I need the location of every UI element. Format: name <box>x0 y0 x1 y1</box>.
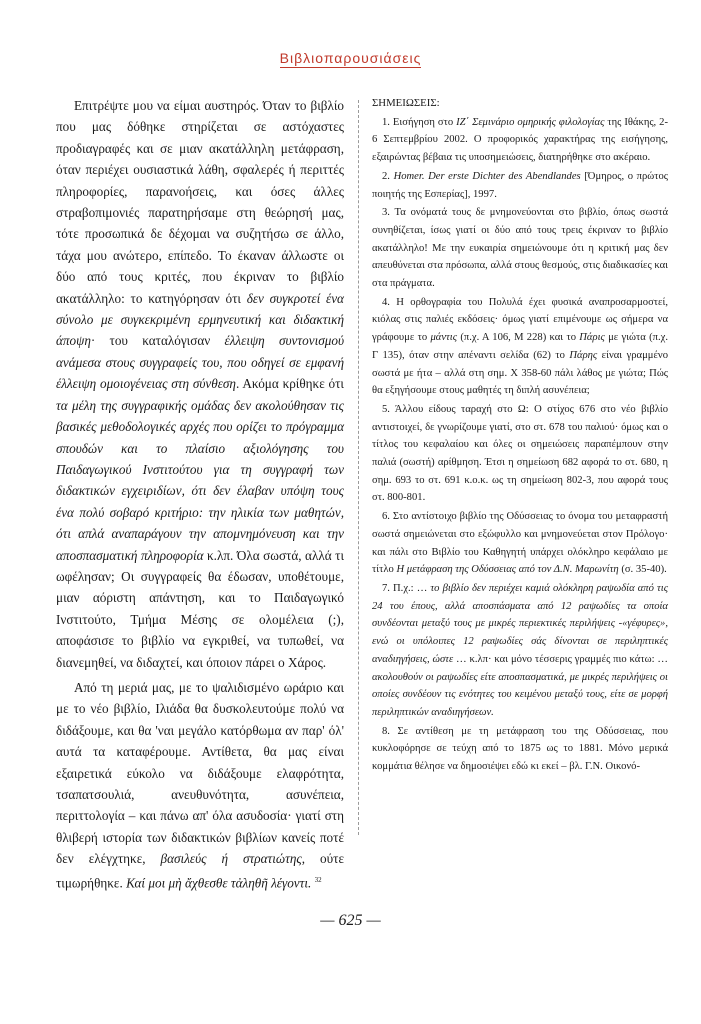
note-4 <box>372 294 668 400</box>
text-run: (σ. 35-40). <box>618 564 667 576</box>
notes-column <box>372 95 668 776</box>
title-run: ΙΖ΄ Σεμινάριο ομηρικής φιλολογίας <box>456 116 605 128</box>
note-8: 8. Σε αντίθεση με τη μετάφραση του της Οδύσσειας, που κυκλοφόρησε σε τεύχη από το 1875 ως το 1881. Μόνο μερικά κομμάτια θέλησε να δημοσιέψει εδώ κι εκεί – βλ. Γ.Ν. Οικονό- <box>372 725 668 773</box>
word-run: Πάρις <box>579 332 605 344</box>
quote-run: δεν συγκροτεί ένα σύνολο με συγκεκριμένη ερμηνευτική και διδακτική άποψη <box>56 290 344 349</box>
note-3: 3. Τα ονόματά τους δε μνημονεύονται στο βιβλίο, όπως σωστά συνηθίζεται, ίσως γιατί οι δύο από τους τρεις έκριναν το βιβλίο ακατάλληλο! Με την ευκαιρία σημειώνουμε ότι η κριτική μας δεν απευθύνεται στα πρόσωπα, αλλά στους θεσμούς, στις διαδικασίες και στα πράγματα. <box>372 207 668 290</box>
running-header <box>0 50 701 66</box>
text-run: , ούτε τιμωρήθηκε. <box>56 851 344 891</box>
text-run: . Ακόμα κρίθηκε ότι <box>235 376 344 392</box>
text-run: Επιτρέψτε μου να είμαι αυστηρός. Όταν το βιβλίο που μας δόθηκε στηρίζεται σε αστόχαστες προδιαγραφές και σε μιαν ακατάλληλη μετάφραση, όταν περιέχει ουσιαστικά λάθη, σφαλερές ή περιττές πληροφορίες, παρανοήσεις, και όσες άλλες στραβοπιμονιές παρατηρήσαμε στη θεώρησή μας, τότε προσωπικά δε δέχομαι να συζητήσω σε άλλο, τάχα μου ανώτερο, επίπεδο. Το έκαναν άλλωστε οι δύο από τους κριτές, που έκριναν το βιβλίο ακατάλληλο: το κατηγόρησαν ότι <box>56 98 344 306</box>
text-run: · του καταλόγισαν <box>90 333 225 349</box>
note-7 <box>372 580 668 722</box>
note-2 <box>372 168 668 203</box>
text-run: 2. <box>382 170 394 182</box>
text-run: κ.λπ. Όλα σωστά, αλλά τι ωφέλησαν; Οι συγγραφείς θα έδωσαν, υποθέτουμε, μιαν αόριστη απάντηση, και το Παιδαγωγικό Ινστιτούτο, Τμήμα Μέσης σε ολομέλεια (;), αποφάσισε το βιβλίο να εγκριθεί, να τυπωθεί, να διανεμηθεί, να διδαχτεί, και όποιον πάρει ο Χάρος. <box>56 547 344 670</box>
body-paragraph-1 <box>56 95 344 673</box>
text-run: [Όμηρος, ο πρώτος ποιητής της Εσπερίας], 1997. <box>372 170 668 200</box>
section-title: Βιβλιοπαρουσιάσεις <box>279 50 422 66</box>
text-run: 7. Π.χ.: … <box>382 582 431 594</box>
quote-run: τα μέλη της συγγραφικής ομάδας δεν ακολούθησαν τις βασικές μεθοδολογικές αρχές που ορίζει το πρόγραμμα σπουδών και το πλαίσιο αξιολόγησης του Παιδαγωγικού Ινστιτούτου για τη συγγραφή των διδακτικών εγχειριδίων, ότι δεν έλαβαν υπόψη τους ένα πολύ σοβαρό κριτήριο: την ηλικία των μαθητών, ότι απλά αναπαράγουν την απομνημόνευση και την αποσπασματική πληροφορία <box>56 397 344 563</box>
text-run: της Ιθάκης, 2-6 Σεπτεμβρίου 2002. Ο προφορικός χαρακτήρας της εισήγησης, εξαιρώντας βέβαια τις υποσημειώσεις, διατηρήθηκε στο ακέραιο. <box>372 116 668 164</box>
text-run: (π.χ. Α 106, Μ 228) και το <box>457 332 580 344</box>
text-run: 1. Εισήγηση στο <box>382 116 457 128</box>
ancient-greek-quote: Καί μοι μὴ ἄχθεσθε τἀληθῆ λέγοντι. <box>126 875 312 891</box>
text-run: Από τη μεριά μας, με το ψαλιδισμένο ωράριο και με το νέο βιβλίο, Ιλιάδα θα δυσκολευτούμε πολύ να διδάξουμε, και θα 'ναι μεγάλο κατόρθωμα αν παρ' όλ' αυτά τα καταφέρουμε. Αντίθετα, θα μας είναι εξαιρετικά εύκολο να διδάξουμε ελαφρότητα, τσαπατσουλιά, ανευθυνότητα, ασυνέπεια, περιττολογία – και πάνω απ' όλα ασυδοσία· γιατί στη θλιβερή ιστορία των διδακτικών βιβλίων κανείς ποτέ δεν ελέγχτηκε, <box>56 679 344 867</box>
title-run: Η μετάφραση της Οδύσσειας από τον Δ.Ν. Μαρωνίτη <box>396 564 619 576</box>
text-run: … κ.λπ· και μόνο τέσσερις γραμμές πιο κάτω: … <box>453 653 669 665</box>
quote-run: ενώ οι υπόλοιπες 12 ραψωδίες σάς δίνονται σε περιληπτικές αναδιηγήσεις, ώστε <box>372 636 668 665</box>
page-number: — 625 — <box>320 912 381 929</box>
quote-run: βασιλεύς ή στρατιώτης <box>160 851 302 867</box>
notes-heading: ΣΗΜΕΙΩΣΕΙΣ: <box>372 97 440 109</box>
quote-run: το βιβλίο δεν περιέχει καμιά ολόκληρη ραψωδία από τις 24 του έπους, αλλά αποσπάσματα από 12 ραψωδίες τα οποία συνδέονται μεταξύ τους με μικρές περιεκτικές περιλήψεις -«γέφυρες» <box>372 582 668 630</box>
quote-run: ακολουθούν οι ραψωδίες είτε αποσπασματικά, με μικρές περιλήψεις οι οποίες συνδέουν τις ενότητες του κειμένου μεταξύ τους, είτε σε μορφή περιληπτικών αναδιηγήσεων. <box>372 671 668 718</box>
note-1 <box>372 114 668 167</box>
note-5: 5. Άλλου είδους ταραχή στο Ω: Ο στίχος 676 στο νέο βιβλίο αντιστοιχεί, δε γνωρίζουμε γιατί, στο στ. 678 του παλιού· όμως και ο τίτλος του κεφαλαίου και όλες οι σημειώσεις παραπέμπουν στην παλιά (σωστή) αρίθμηση. Έτσι η σημείωση 682 αφορά το στ. 680, η σημ. 693 το στ. 691 κ.ο.κ. ως τη σημείωση 802-3, που αφορά τους στ. 800-801. <box>372 403 668 504</box>
quote-run: έλλειψη συντονισμού ανάμεσα στους συγγραφείς του, που οδηγεί σε εμφανή έλλειψη ομοιογένειας στη σύνθεση <box>56 333 344 392</box>
text-run: είναι γραμμένο σωστά με ήτα – αλλά στη σημ. Χ 358-60 πάλι λάθος με γιώτα; Πώς θα εξηγήσουμε στους μαθητές τη διπλή ασυνέπεια; <box>372 349 668 397</box>
word-run: μάντις <box>430 332 458 344</box>
text-run: 4. Η ορθογραφία του Πολυλά έχει φυσικά αναπροσαρμοστεί, κιόλας στις παλιές εκδόσεις· όμως γιατί επιμένουμε ως σήμερα να γράφουμε το <box>372 296 668 344</box>
note-6 <box>372 508 668 579</box>
body-paragraph-2 <box>56 677 344 893</box>
text-run: , <box>665 618 668 630</box>
column-divider <box>358 100 359 835</box>
title-run: Homer. Der erste Dichter des Abendlandes <box>393 170 581 182</box>
main-text-column <box>56 95 344 893</box>
text-run: με γιώτα (π.χ. Γ 135), όταν στην απέναντι σελίδα (62) το <box>372 332 668 361</box>
word-run: Πάρης <box>569 349 598 361</box>
footnote-ref: 32 <box>314 875 322 884</box>
text-run: 6. Στο αντίστοιχο βιβλίο της Οδύσσειας το όνομα του μεταφραστή σωστά σημειώνεται στο εξώφυλλο και μνημονεύεται στον Πρόλογο· και πάλι στο Βιβλίο του Καθηγητή υπάρχει ολόκληρο κεφάλαιο με τίτλο <box>372 511 668 576</box>
